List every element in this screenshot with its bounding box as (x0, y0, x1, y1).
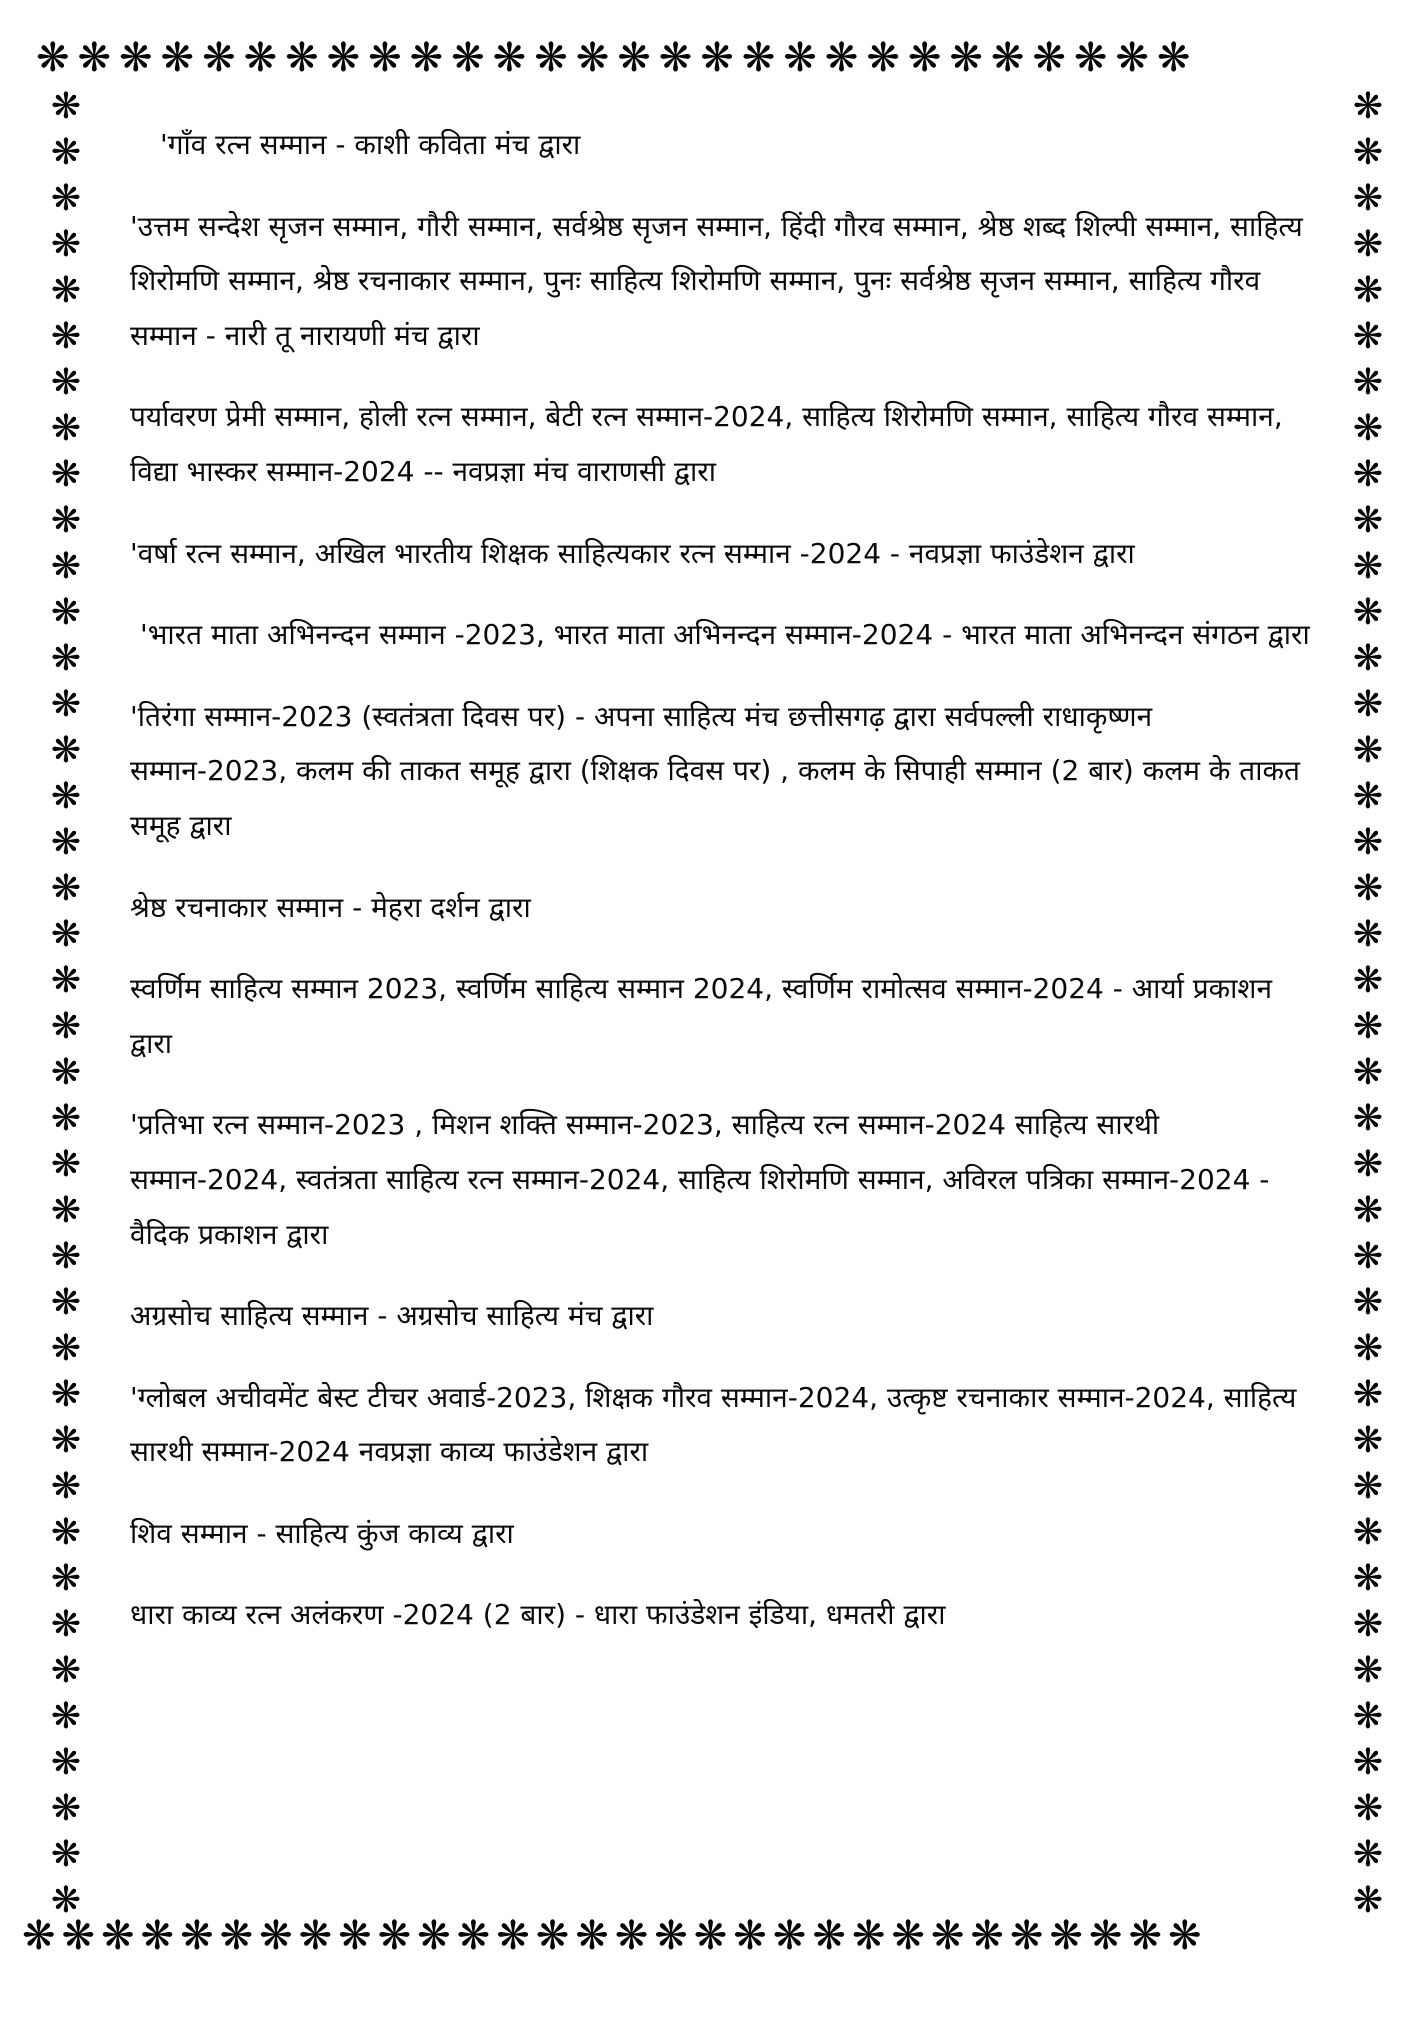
awards-list (130, 118, 1315, 1670)
award-paragraph: श्रेष्ठ रचनाकार सम्मान - मेहरा दर्शन द्वारा (130, 890, 531, 924)
award-paragraph: अग्रसोच साहित्य सम्मान - अग्रसोच साहित्य मंच द्वारा (130, 1299, 654, 1333)
award-paragraph: 'उत्तम सन्देश सृजन सम्मान, गौरी सम्मान, सर्वश्रेष्ठ सृजन सम्मान, हिंदी गौरव सम्मान, श्रेष्ठ शब्द शिल्पी सम्मान, साहित्य शिरोमणि सम्मान, श्रेष्ठ रचनाकार सम्मान, पुनः साहित्य शिरोमणि सम्मान, पुनः सर्वश्रेष्ठ सृजन सम्मान, साहित्य गौरव सम्मान - नारी तू नारायणी मंच द्वारा (130, 209, 1303, 352)
award-paragraph: स्वर्णिम साहित्य सम्मान 2023, स्वर्णिम साहित्य सम्मान 2024, स्वर्णिम रामोत्सव सम्मान-2024 - आर्या प्रकाशन द्वारा (130, 972, 1272, 1060)
decorative-flower-border-right: ❋❋❋❋❋❋❋❋❋❋❋❋❋❋❋❋❋❋❋❋❋❋❋❋❋❋❋❋❋❋❋❋❋❋❋❋❋❋❋❋ (1352, 86, 1384, 1914)
award-paragraph: 'प्रतिभा रत्न सम्मान-2023 , मिशन शक्ति सम्मान-2023, साहित्य रत्न सम्मान-2024 साहित्य सारथी सम्मान-2024, स्वतंत्रता साहित्य रत्न सम्मान-2024, साहित्य शिरोमणि सम्मान, अविरल पत्रिका सम्मान-2024 - वैदिक प्रकाशन द्वारा (130, 1108, 1270, 1251)
award-paragraph: धारा काव्य रत्न अलंकरण -2024 (2 बार) - धारा फाउंडेशन इंडिया, धमतरी द्वारा (130, 1598, 946, 1632)
award-paragraph: 'गाँव रत्न सम्मान - काशी कविता मंच द्वारा (160, 128, 581, 161)
award-paragraph: पर्यावरण प्रेमी सम्मान, होली रत्न सम्मान, बेटी रत्न सम्मान-2024, साहित्य शिरोमणि सम्मान, साहित्य गौरव सम्मान, विद्या भास्कर सम्मान-2024 -- नवप्रज्ञा मंच वाराणसी द्वारा (130, 400, 1283, 488)
decorative-flower-border-left: ❋❋❋❋❋❋❋❋❋❋❋❋❋❋❋❋❋❋❋❋❋❋❋❋❋❋❋❋❋❋❋❋❋❋❋❋❋❋❋❋ (50, 86, 82, 1914)
award-paragraph: 'तिरंगा सम्मान-2023 (स्वतंत्रता दिवस पर) - अपना साहित्य मंच छत्तीसगढ़ द्वारा सर्वपल्ली राधाकृष्णन सम्मान-2023, कलम की ताकत समूह द्वारा (शिक्षक दिवस पर) , कलम के सिपाही सम्मान (2 बार) कलम के ताकत समूह द्वारा (130, 699, 1300, 842)
award-paragraph: शिव सम्मान - साहित्य कुंज काव्य द्वारा (130, 1516, 514, 1550)
award-paragraph: 'भारत माता अभिनन्दन सम्मान -2023, भारत माता अभिनन्दन सम्मान-2024 - भारत माता अभिनन्दन संगठन द्वारा (140, 618, 1310, 652)
decorative-flower-border-bottom: ❋❋❋❋❋❋❋❋❋❋❋❋❋❋❋❋❋❋❋❋❋❋❋❋❋❋❋❋❋❋ (22, 1913, 1208, 1959)
award-paragraph: 'वर्षा रत्न सम्मान, अखिल भारतीय शिक्षक साहित्यकार रत्न सम्मान -2024 - नवप्रज्ञा फाउंडेशन द्वारा (130, 536, 1135, 570)
award-paragraph: 'ग्लोबल अचीवमेंट बेस्ट टीचर अवार्ड-2023, शिक्षक गौरव सम्मान-2024, उत्कृष्ट रचनाकार सम्मान-2024, साहित्य सारथी सम्मान-2024 नवप्रज्ञा काव्य फाउंडेशन द्वारा (130, 1380, 1297, 1469)
decorative-flower-border-top: ❋❋❋❋❋❋❋❋❋❋❋❋❋❋❋❋❋❋❋❋❋❋❋❋❋❋❋❋ (36, 35, 1199, 81)
